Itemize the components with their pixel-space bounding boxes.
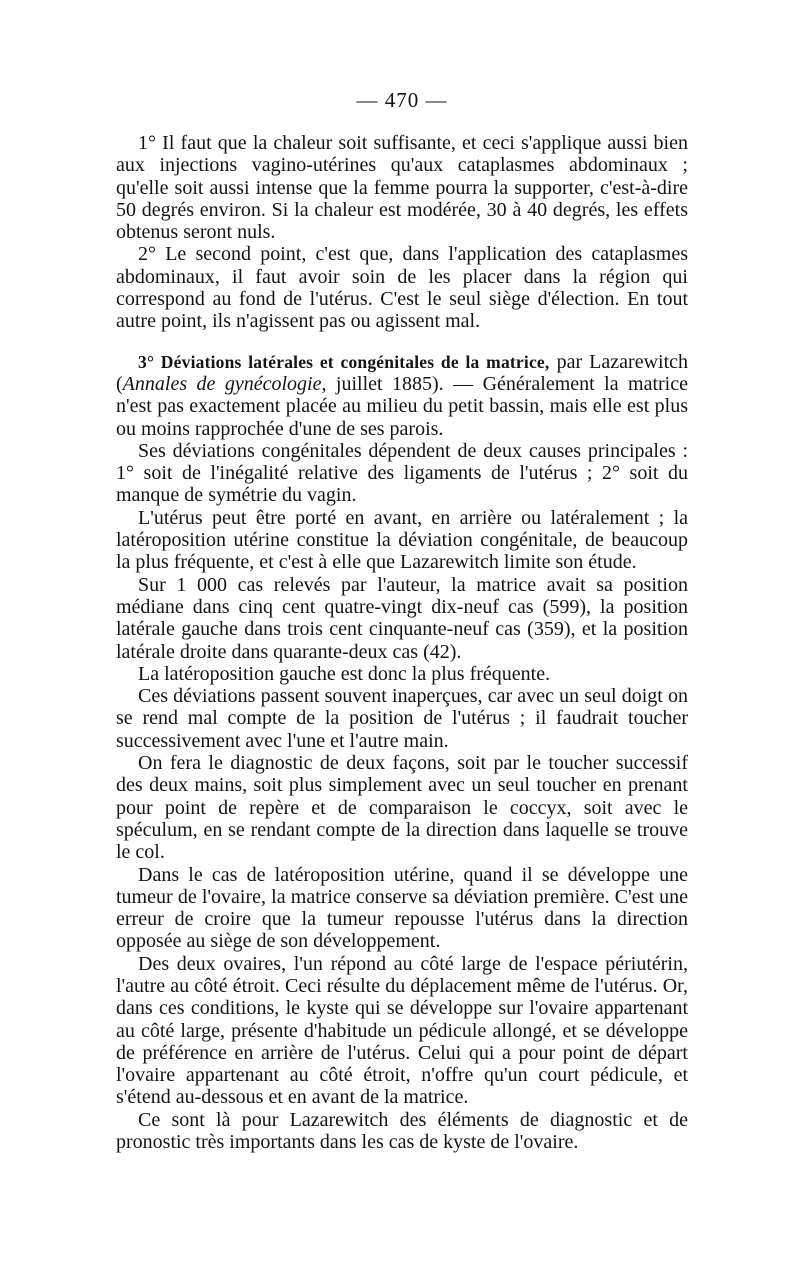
body-paragraph-9: Ce sont là pour Lazarewitch des éléments de diagnostic et de pronostic très importants dans les cas de kyste de l'ovaire. <box>116 1108 688 1154</box>
body-paragraph-7: Dans le cas de latéroposition utérine, quand il se développe une tumeur de l'ovaire, la matrice conserve sa déviation première. C'est une erreur de croire que la tumeur repousse l'utérus dans la direction opposée au siège de son développement. <box>116 863 688 953</box>
body-paragraph-1: Ses déviations congénitales dépendent de deux causes principales : 1° soit de l'inégalité relative des ligaments de l'utérus ; 2° soit du manque de symétrie du vagin. <box>116 439 688 507</box>
body-paragraph-3: Sur 1 000 cas relevés par l'auteur, la matrice avait sa position médiane dans cinq cent quatre-vingt dix-neuf cas (599), la position latérale gauche dans trois cent cinquante-neuf cas (359), et la position latérale droite dans quarante-deux cas (42). <box>116 573 688 663</box>
page-number: — 470 — <box>356 88 448 112</box>
citation-prefix: par Lazarewitch ( <box>116 350 689 395</box>
section-heading: 3° Déviations latérales et congénitales de la matrice, <box>138 351 550 372</box>
body-paragraph-2: L'utérus peut être porté en avant, en arrière ou latéralement ; la latéroposition utérine constitue la déviation congénitale, de beaucoup la plus fréquente, et c'est à elle que Lazarewitch limite son étude. <box>116 506 688 574</box>
paragraph-1: 1° Il faut que la chaleur soit suffisante, et ceci s'applique aussi bien aux injections vagino-utérines qu'aux cataplasmes abdominaux ; qu'elle soit aussi intense que la femme pourra la supporter, c'est-à-dire 50 degrés environ. Si la chaleur est modérée, 30 à 40 degrés, les effets obtenus seront nuls. <box>116 132 688 244</box>
citation-suffix: , juillet 1885). — Généralement la matrice n'est pas exactement placée au milieu du petit bassin, mais elle est plus ou moins rapprochée d'une de ses parois. <box>116 372 688 440</box>
body-paragraph-6: On fera le diagnostic de deux façons, soit par le toucher successif des deux mains, soit plus simplement avec un seul toucher en prenant pour point de repère et de comparaison le coccyx, soit avec le spéculum, en se rendant compte de la direction dans laquelle se trouve le col. <box>116 752 688 864</box>
paragraph-2: 2° Le second point, c'est que, dans l'application des cataplasmes abdominaux, il faut avoir soin de les placer dans la région qui correspond au fond de l'utérus. C'est le seul siège d'élection. En tout autre point, ils n'agissent pas ou agissent mal. <box>116 243 688 333</box>
section-intro-paragraph <box>116 351 688 440</box>
journal-title: Annales de gynécologie <box>122 372 322 395</box>
body-paragraph-4: La latéroposition gauche est donc la plus fréquente. <box>138 662 551 685</box>
body-paragraph-8: Des deux ovaires, l'un répond au côté large de l'espace périutérin, l'autre au côté étroit. Ceci résulte du déplacement même de l'utérus. Or, dans ces conditions, le kyste qui se développe sur l'ovaire appartenant au côté large, présente d'habitude un pédicule allongé, et se développe de préférence en arrière de l'utérus. Celui qui a pour point de départ l'ovaire appartenant au côté étroit, n'offre qu'un court pédicule, et s'étend au-dessous et en avant de la matrice. <box>116 952 688 1109</box>
body-paragraph-5: Ces déviations passent souvent inaperçues, car avec un seul doigt on se rend mal compte de la position de l'utérus ; il faudrait toucher successivement avec l'une et l'autre main. <box>116 685 688 752</box>
